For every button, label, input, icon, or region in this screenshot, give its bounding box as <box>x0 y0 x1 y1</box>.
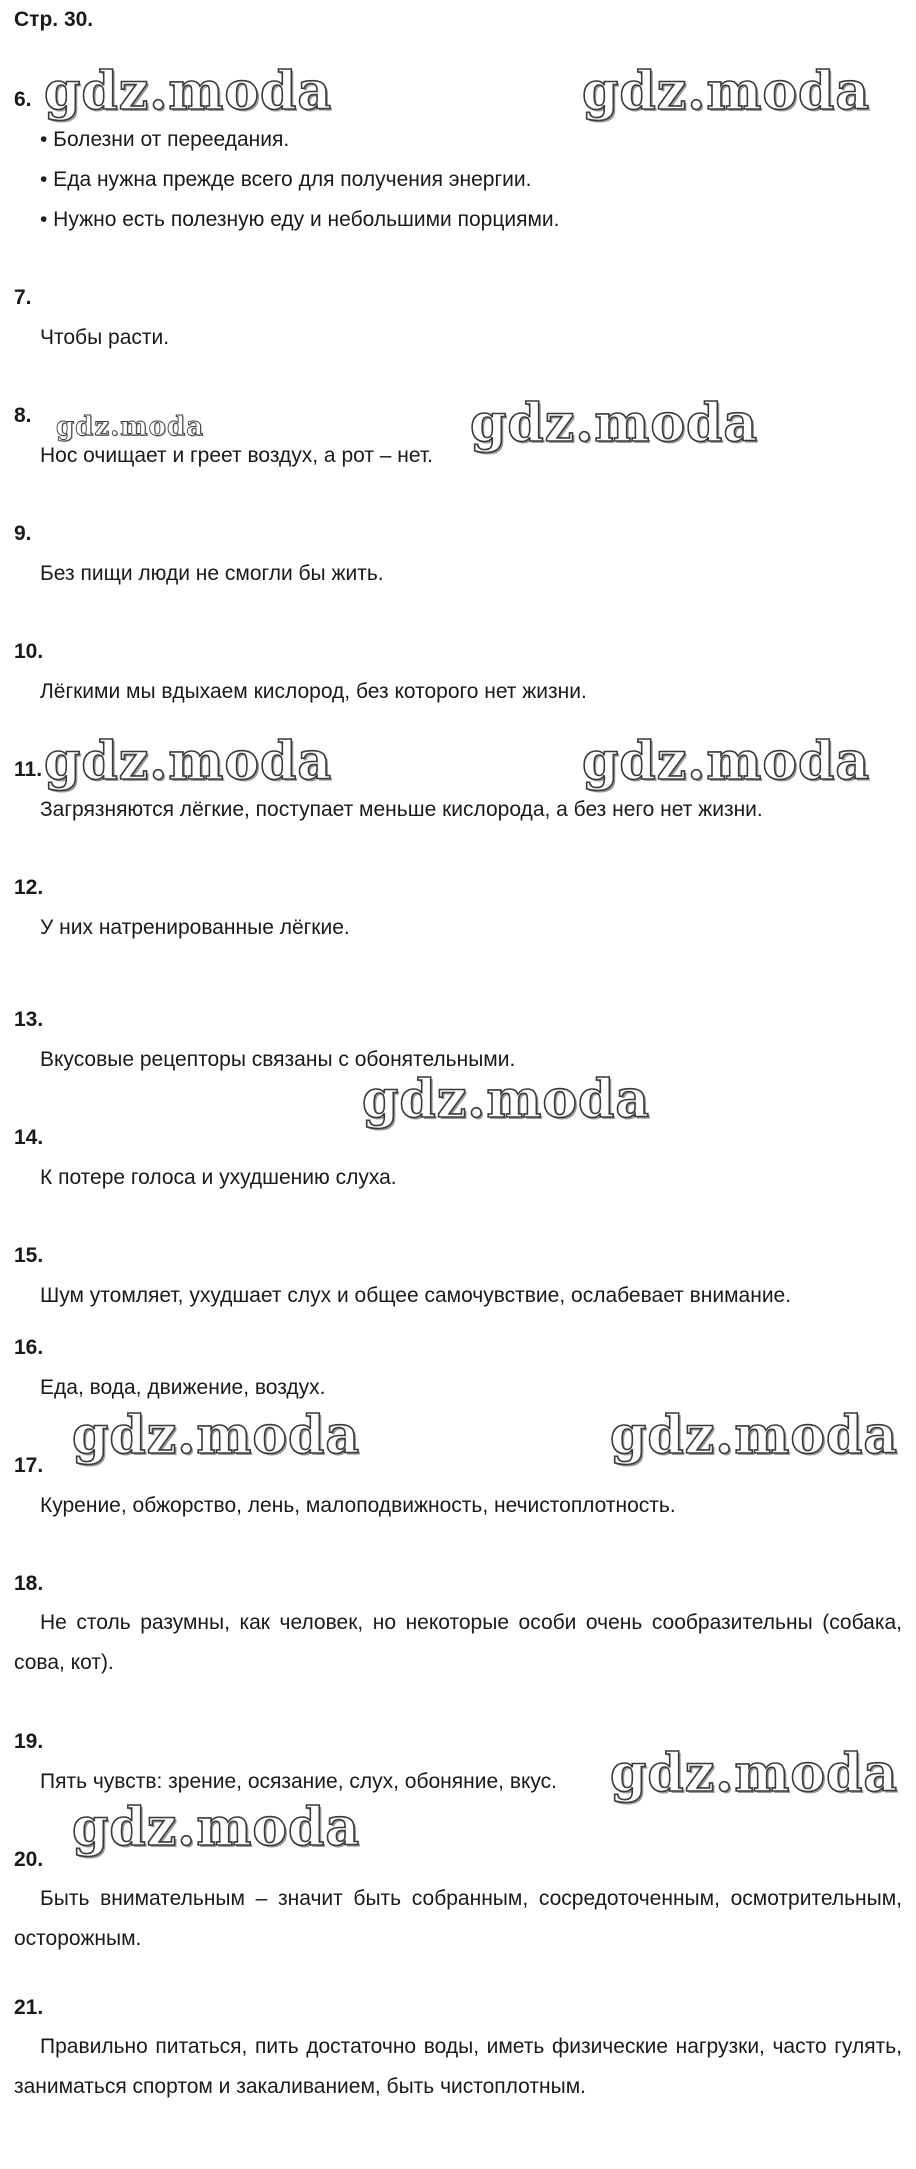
item-text: Вкусовые рецепторы связаны с обонятельными. <box>40 1048 516 1071</box>
item-number: 11. <box>14 758 43 781</box>
item-text: Не столь разумны, как человек, но некоторые особи очень сообразительны (собака, сова, кот). <box>14 1611 902 1674</box>
item-text: Еда, вода, движение, воздух. <box>40 1376 326 1399</box>
page-title: Стр. 30. <box>14 8 94 31</box>
item-text: Правильно питаться, пить достаточно воды, иметь физические нагрузки, часто гулять, заниматься спортом и закаливанием, быть чистоплотным. <box>14 2035 902 2098</box>
watermark: gdz.moda <box>72 1797 361 1858</box>
item-text: Без пищи люди не смогли бы жить. <box>40 562 384 585</box>
item-number: 10. <box>14 640 44 663</box>
watermark: gdz.moda <box>470 393 759 454</box>
item-number: 19. <box>14 1730 44 1753</box>
item-number: 20. <box>14 1848 44 1871</box>
item-number: 14. <box>14 1126 44 1149</box>
watermark: gdz.moda <box>610 1743 899 1804</box>
watermark: gdz.moda <box>56 412 205 442</box>
watermark: gdz.moda <box>72 1405 361 1466</box>
item-text: Шум утомляет, ухудшает слух и общее самочувствие, ослабевает внимание. <box>40 1284 792 1307</box>
item-text: Курение, обжорство, лень, малоподвижность, нечистоплотность. <box>40 1494 676 1517</box>
item-number: 13. <box>14 1008 44 1031</box>
watermark: gdz.moda <box>44 731 333 792</box>
item-text: • Нужно есть полезную еду и небольшими порциями. <box>40 208 560 231</box>
item-number: 8. <box>14 404 32 427</box>
item-text: Загрязняются лёгкие, поступает меньше кислорода, а без него нет жизни. <box>40 798 763 821</box>
item-text: Пять чувств: зрение, осязание, слух, обоняние, вкус. <box>40 1770 557 1793</box>
item-number: 16. <box>14 1336 44 1359</box>
item-number: 21. <box>14 1996 44 2019</box>
item-number: 6. <box>14 88 32 111</box>
item-text: Чтобы расти. <box>40 326 170 349</box>
item-text: • Болезни от переедания. <box>40 128 290 151</box>
item-text: У них натренированные лёгкие. <box>40 916 350 939</box>
item-number: 12. <box>14 876 44 899</box>
item-number: 9. <box>14 522 32 545</box>
watermark: gdz.moda <box>44 61 333 122</box>
item-number: 18. <box>14 1572 44 1595</box>
item-text: К потере голоса и ухудшению слуха. <box>40 1166 397 1189</box>
item-text: Быть внимательным – значит быть собранным, сосредоточенным, осмотрительным, осторожным. <box>14 1887 902 1950</box>
watermark: gdz.moda <box>362 1069 651 1130</box>
item-text: • Еда нужна прежде всего для получения энергии. <box>40 168 532 191</box>
item-text: Нос очищает и греет воздух, а рот – нет. <box>40 444 434 467</box>
watermark: gdz.moda <box>582 61 871 122</box>
watermark: gdz.moda <box>582 731 871 792</box>
item-number: 7. <box>14 286 32 309</box>
item-number: 17. <box>14 1454 44 1477</box>
watermark: gdz.moda <box>610 1405 899 1466</box>
item-number: 15. <box>14 1244 44 1267</box>
item-text: Лёгкими мы вдыхаем кислород, без которого нет жизни. <box>40 680 587 703</box>
